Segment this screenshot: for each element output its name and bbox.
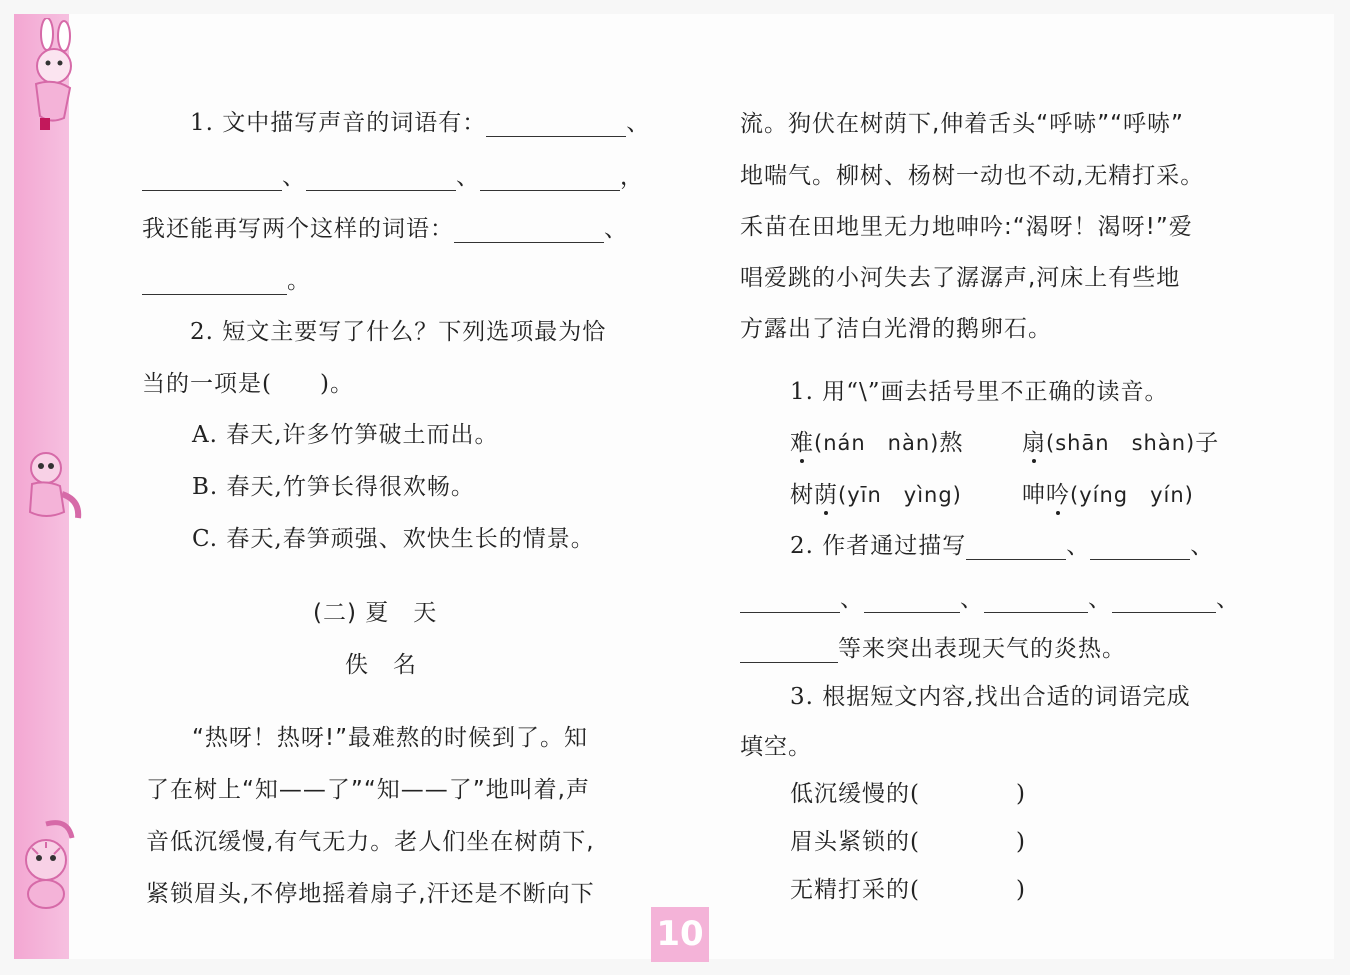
q2-option-c[interactable]: C. 春天,春笋顽强、欢快生长的情景。 [192,526,595,552]
passage-line: 紧锁眉头,不停地摇着扇子,汗还是不断向下 [146,881,595,907]
answer-blank[interactable] [984,590,1088,613]
separator: 、 [604,216,628,242]
answer-blank[interactable] [740,590,840,613]
char: 树 [790,482,814,508]
q1-extra-text: 我还能再写两个这样的词语： [142,216,454,242]
dotted-char: 荫 [814,476,838,509]
char: 呻 [1022,482,1046,508]
rq1-item [1022,476,1194,509]
separator: 。 [287,268,311,294]
q2-option-a[interactable]: A. 春天,许多竹笋破土而出。 [192,422,499,448]
q1-blanks-row [142,158,644,191]
passage-line: 音低沉缓慢,有气无力。老人们坐在树荫下, [146,829,595,855]
answer-blank[interactable] [142,168,282,191]
section-title: (二) 夏 天 [313,600,438,626]
separator: ， [620,164,644,190]
pinyin-options[interactable]: (nán nàn) [814,431,940,455]
dotted-char: 扇 [1022,424,1046,457]
rabbit-mascot-icon [14,18,89,138]
separator: 、 [1216,586,1240,612]
rq1-item [790,424,963,457]
tiger-mascot-icon [12,818,84,913]
answer-blank[interactable] [486,114,626,137]
separator: 、 [1190,533,1215,559]
q2-option-b[interactable]: B. 春天,竹笋长得很欢畅。 [192,474,475,500]
passage-line: 方露出了洁白光滑的鹅卵石。 [740,316,1052,342]
q1-extra-prompt [142,210,628,243]
rq1-item [790,476,962,509]
answer-blank[interactable] [454,220,604,243]
page-number: 10 [651,907,709,962]
separator: 、 [456,164,480,190]
pinyin-options[interactable]: (shān shàn) [1046,431,1196,455]
separator: 、 [960,586,984,612]
q1-last-row [142,262,311,295]
passage-line: 唱爱跳的小河失去了潺潺声,河床上有些地 [740,265,1181,291]
answer-blank[interactable] [1090,537,1190,560]
rq1-item [1022,424,1219,457]
answer-blank[interactable] [966,537,1066,560]
passage-line: 地喘气。柳树、杨树一动也不动,无精打采。 [740,163,1205,189]
separator: 、 [840,586,864,612]
char: 熬 [939,430,964,456]
q2-line2: 当的一项是( )。 [142,371,354,397]
separator: 、 [1088,586,1112,612]
passage-line: 流。狗伏在树荫下,伸着舌头“呼哧”“呼哧” [740,111,1184,137]
separator: 、 [282,164,306,190]
q2-line1: 2. 短文主要写了什么？下列选项最为恰 [190,319,607,345]
dotted-char: 难 [790,424,814,457]
answer-blank[interactable] [142,272,287,295]
pinyin-options[interactable]: (yīn yìng) [838,483,962,507]
rq3-line1: 3. 根据短文内容,找出合适的词语完成 [790,684,1191,710]
rq2-line2 [740,580,1240,613]
pinyin-options[interactable]: (yíng yín) [1070,483,1194,507]
rq2-line1 [790,527,1214,560]
rq3-item[interactable]: 眉头紧锁的( ) [790,829,1026,855]
separator: 、 [1066,533,1091,559]
rq3-line2: 填空。 [740,734,812,760]
passage-line: “热呀！热呀!”最难熬的时候到了。知 [192,725,589,751]
answer-blank[interactable] [306,168,456,191]
answer-blank[interactable] [1112,590,1216,613]
q1-prompt [190,104,650,137]
author: 佚 名 [345,652,417,678]
rq1-title: 1. 用“\”画去括号里不正确的读音。 [790,379,1169,405]
answer-blank[interactable] [864,590,960,613]
dotted-char: 吟 [1046,476,1070,509]
passage-line: 禾苗在田地里无力地呻吟:“渴呀！渴呀!”爱 [740,214,1193,240]
passage-line: 了在树上“知——了”“知——了”地叫着,声 [146,777,590,803]
raccoon-mascot-icon [14,448,86,528]
char: 子 [1195,430,1220,456]
q1-text: 1. 文中描写声音的词语有： [190,110,487,136]
answer-blank[interactable] [480,168,620,191]
separator: 、 [626,110,651,136]
answer-blank[interactable] [740,640,838,663]
rq2-line3 [740,630,1126,663]
rq3-item[interactable]: 无精打采的( ) [790,877,1026,903]
rq2-text: 2. 作者通过描写 [790,533,967,559]
rq2-tail: 等来突出表现天气的炎热。 [838,636,1126,662]
rq3-item[interactable]: 低沉缓慢的( ) [790,781,1026,807]
